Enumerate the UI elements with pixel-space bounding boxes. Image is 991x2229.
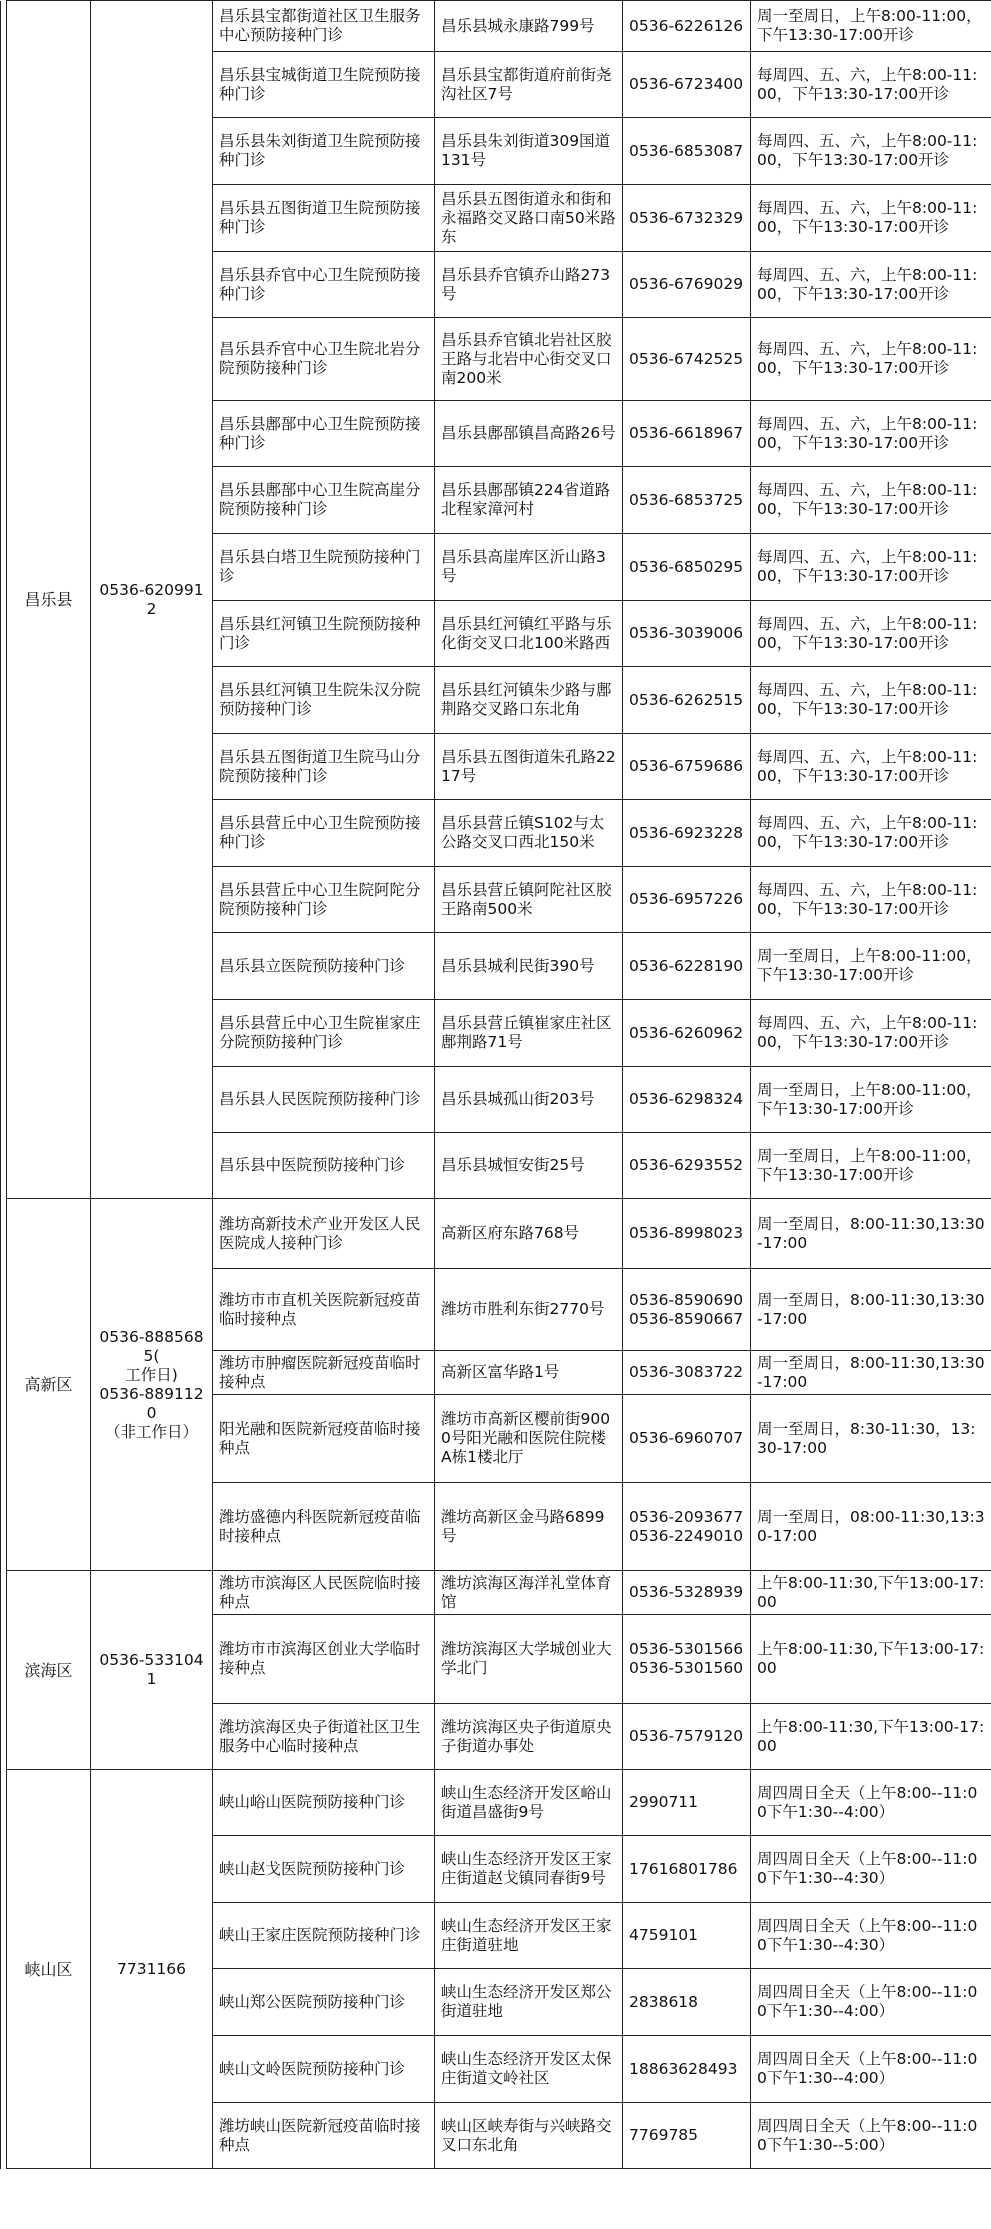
site-name: 昌乐县宝都街道社区卫生服务中心预防接种门诊 bbox=[213, 1, 435, 52]
phone-number: 0536-6723400 bbox=[629, 75, 744, 93]
site-hours: 周四周日全天（上午8:00--11:00下午1:30--4:00） bbox=[751, 2036, 991, 2103]
site-phone bbox=[623, 601, 751, 667]
site-name: 昌乐县鄌郚中心卫生院高崖分院预防接种门诊 bbox=[213, 467, 435, 534]
site-hours: 上午8:00-11:30,下午13:00-17:00 bbox=[751, 1571, 991, 1615]
site-hours: 每周四、五、六，上午8:00-11:00，下午13:30-17:00开诊 bbox=[751, 601, 991, 667]
site-hours: 周四周日全天（上午8:00--11:00下午1:30--4:30） bbox=[751, 1836, 991, 1903]
site-address: 昌乐县五图街道朱孔路2217号 bbox=[435, 734, 623, 800]
site-address: 潍坊高新区金马路6899号 bbox=[435, 1483, 623, 1571]
site-phone bbox=[623, 2103, 751, 2169]
site-name: 昌乐县营丘中心卫生院崔家庄分院预防接种门诊 bbox=[213, 1000, 435, 1067]
phone-number: 0536-8590690 bbox=[629, 1290, 744, 1309]
phone-number: 0536-7579120 bbox=[629, 1727, 744, 1745]
site-name: 峡山峪山医院预防接种门诊 bbox=[213, 1770, 435, 1836]
site-phone bbox=[623, 52, 751, 118]
phone-number: 0536-3083722 bbox=[629, 1363, 744, 1381]
site-phone bbox=[623, 1483, 751, 1571]
site-phone bbox=[623, 1199, 751, 1269]
site-name: 昌乐县乔官中心卫生院预防接种门诊 bbox=[213, 252, 435, 318]
site-address: 昌乐县营丘镇阿陀社区胶王路南500米 bbox=[435, 867, 623, 933]
district-name: 昌乐县 bbox=[7, 1, 91, 1199]
phone-number: 0536-2249010 bbox=[629, 1526, 744, 1545]
site-hours: 每周四、五、六，上午8:00-11:00，下午13:30-17:00开诊 bbox=[751, 867, 991, 933]
table-row bbox=[1, 1199, 991, 1269]
phone-number: 18863628493 bbox=[629, 2059, 738, 2078]
site-phone bbox=[623, 667, 751, 734]
site-hours: 周一至周日，8:00-11:30,13:30-17:00 bbox=[751, 1199, 991, 1269]
site-phone bbox=[623, 2036, 751, 2103]
phone-number: 0536-6759686 bbox=[629, 757, 744, 775]
phone-number: 0536-6960707 bbox=[629, 1429, 744, 1447]
site-phone bbox=[623, 1615, 751, 1704]
table-row bbox=[1, 1571, 991, 1615]
site-address: 昌乐县鄌郚镇昌高路26号 bbox=[435, 401, 623, 467]
site-phone bbox=[623, 1269, 751, 1351]
phone-number: 0536-6850295 bbox=[629, 557, 744, 576]
site-phone bbox=[623, 1067, 751, 1133]
site-hours: 每周四、五、六，上午8:00-11:00，下午13:30-17:00开诊 bbox=[751, 318, 991, 401]
site-hours: 周一至周日，8:00-11:30,13:30-17:00 bbox=[751, 1351, 991, 1395]
site-hours: 每周四、五、六，上午8:00-11:00，下午13:30-17:00开诊 bbox=[751, 734, 991, 800]
site-phone bbox=[623, 318, 751, 401]
phone-number: 0536-6957226 bbox=[629, 890, 744, 908]
site-name: 潍坊市肿瘤医院新冠疫苗临时接种点 bbox=[213, 1351, 435, 1395]
site-address: 峡山生态经济开发区峪山街道昌盛街9号 bbox=[435, 1770, 623, 1836]
site-name: 潍坊峡山医院新冠疫苗临时接种点 bbox=[213, 2103, 435, 2169]
site-hours: 每周四、五、六，上午8:00-11:00，下午13:30-17:00开诊 bbox=[751, 467, 991, 534]
site-phone bbox=[623, 1704, 751, 1770]
site-address: 潍坊滨海区大学城创业大学北门 bbox=[435, 1615, 623, 1704]
site-address: 昌乐县五图街道永和街和永福路交叉路口南50米路东 bbox=[435, 185, 623, 252]
site-hours: 每周四、五、六，上午8:00-11:00，下午13:30-17:00开诊 bbox=[751, 185, 991, 252]
site-phone bbox=[623, 1133, 751, 1199]
site-name: 昌乐县红河镇卫生院预防接种门诊 bbox=[213, 601, 435, 667]
site-hours: 周一至周日，08:00-11:30,13:30-17:00 bbox=[751, 1483, 991, 1571]
hotline-line: 0536-6209912 bbox=[99, 580, 204, 618]
phone-number: 0536-6262515 bbox=[629, 690, 744, 709]
site-hours: 上午8:00-11:30,下午13:00-17:00 bbox=[751, 1615, 991, 1704]
site-name: 昌乐县人民医院预防接种门诊 bbox=[213, 1067, 435, 1133]
site-hours: 每周四、五、六，上午8:00-11:00，下午13:30-17:00开诊 bbox=[751, 52, 991, 118]
phone-number: 0536-6618967 bbox=[629, 424, 744, 442]
site-phone bbox=[623, 1351, 751, 1395]
district-hotline bbox=[91, 1, 213, 1199]
district-hotline bbox=[91, 1571, 213, 1770]
phone-number: 17616801786 bbox=[629, 1859, 738, 1878]
site-name: 峡山郑公医院预防接种门诊 bbox=[213, 1969, 435, 2036]
site-address: 峡山生态经济开发区郑公街道驻地 bbox=[435, 1969, 623, 2036]
site-name: 昌乐县乔官中心卫生院北岩分院预防接种门诊 bbox=[213, 318, 435, 401]
site-phone bbox=[623, 401, 751, 467]
phone-number: 0536-3039006 bbox=[629, 624, 744, 642]
site-phone bbox=[623, 1969, 751, 2036]
site-address: 潍坊滨海区海洋礼堂体育馆 bbox=[435, 1571, 623, 1615]
phone-number: 4759101 bbox=[629, 1926, 699, 1944]
site-hours: 每周四、五、六，上午8:00-11:00，下午13:30-17:00开诊 bbox=[751, 118, 991, 185]
site-name: 昌乐县宝城街道卫生院预防接种门诊 bbox=[213, 52, 435, 118]
site-name: 昌乐县立医院预防接种门诊 bbox=[213, 933, 435, 1000]
site-address: 潍坊市高新区樱前街9000号阳光融和医院住院楼A栋1楼北厅 bbox=[435, 1395, 623, 1483]
site-hours: 周四周日全天（上午8:00--11:00下午1:30--4:00） bbox=[751, 1969, 991, 2036]
site-phone bbox=[623, 1571, 751, 1615]
site-hours: 每周四、五、六，上午8:00-11:00，下午13:30-17:00开诊 bbox=[751, 800, 991, 867]
phone-number: 7769785 bbox=[629, 2126, 699, 2144]
phone-number: 0536-6742525 bbox=[629, 349, 744, 368]
site-phone bbox=[623, 867, 751, 933]
site-hours: 每周四、五、六，上午8:00-11:00，下午13:30-17:00开诊 bbox=[751, 667, 991, 734]
site-name: 昌乐县五图街道卫生院马山分院预防接种门诊 bbox=[213, 734, 435, 800]
site-address: 昌乐县鄌郚镇224省道路北程家漳河村 bbox=[435, 467, 623, 534]
table-row bbox=[1, 1770, 991, 1836]
site-phone bbox=[623, 252, 751, 318]
site-phone bbox=[623, 534, 751, 601]
hotline-line: 7731166 bbox=[116, 1959, 187, 1978]
phone-number: 2990711 bbox=[629, 1793, 699, 1811]
phone-number: 0536-6769029 bbox=[629, 275, 744, 293]
site-hours: 每周四、五、六，上午8:00-11:00，下午13:30-17:00开诊 bbox=[751, 534, 991, 601]
site-address: 昌乐县城利民街390号 bbox=[435, 933, 623, 1000]
site-name: 昌乐县红河镇卫生院朱汉分院预防接种门诊 bbox=[213, 667, 435, 734]
site-name: 昌乐县中医院预防接种门诊 bbox=[213, 1133, 435, 1199]
phone-number: 0536-6226126 bbox=[629, 16, 744, 35]
site-hours: 周一至周日，上午8:00-11:00，下午13:30-17:00开诊 bbox=[751, 933, 991, 1000]
district-hotline bbox=[91, 1199, 213, 1571]
site-address: 昌乐县营丘镇崔家庄社区鄌荆路71号 bbox=[435, 1000, 623, 1067]
site-name: 昌乐县营丘中心卫生院阿陀分院预防接种门诊 bbox=[213, 867, 435, 933]
table-row bbox=[1, 1, 991, 52]
site-phone bbox=[623, 1770, 751, 1836]
site-name: 潍坊滨海区央子街道社区卫生服务中心临时接种点 bbox=[213, 1704, 435, 1770]
site-hours: 周四周日全天（上午8:00--11:00下午1:30--5:00） bbox=[751, 2103, 991, 2169]
site-phone bbox=[623, 1, 751, 52]
site-name: 峡山文岭医院预防接种门诊 bbox=[213, 2036, 435, 2103]
phone-number: 0536-5328939 bbox=[629, 1583, 744, 1601]
site-name: 潍坊盛德内科医院新冠疫苗临时接种点 bbox=[213, 1483, 435, 1571]
site-name: 潍坊市滨海区人民医院临时接种点 bbox=[213, 1571, 435, 1615]
site-address: 高新区富华路1号 bbox=[435, 1351, 623, 1395]
site-phone bbox=[623, 185, 751, 252]
site-name: 昌乐县五图街道卫生院预防接种门诊 bbox=[213, 185, 435, 252]
phone-number: 0536-6853087 bbox=[629, 141, 744, 160]
hotline-line: 工作日) bbox=[125, 1365, 178, 1384]
site-phone bbox=[623, 1395, 751, 1483]
hotline-line: 0536-5331041 bbox=[99, 1651, 204, 1688]
site-hours: 周一至周日，8:30-11:30，13:30-17:00 bbox=[751, 1395, 991, 1483]
site-name: 潍坊高新技术产业开发区人民医院成人接种门诊 bbox=[213, 1199, 435, 1269]
site-address: 昌乐县宝都街道府前街尧沟社区7号 bbox=[435, 52, 623, 118]
site-hours: 周四周日全天（上午8:00--11:00下午1:30--4:00） bbox=[751, 1770, 991, 1836]
site-hours: 上午8:00-11:30,下午13:00-17:00 bbox=[751, 1704, 991, 1770]
site-address: 昌乐县红河镇红平路与乐化街交叉口北100米路西 bbox=[435, 601, 623, 667]
site-address: 昌乐县朱刘街道309国道131号 bbox=[435, 118, 623, 185]
phone-number: 0536-8590667 bbox=[629, 1309, 744, 1328]
phone-number: 0536-2093677 bbox=[629, 1507, 744, 1526]
site-hours: 每周四、五、六，上午8:00-11:00，下午13:30-17:00开诊 bbox=[751, 252, 991, 318]
hotline-line: 0536-8885685( bbox=[99, 1327, 204, 1365]
phone-number: 0536-8998023 bbox=[629, 1224, 744, 1242]
phone-number: 0536-5301566 bbox=[629, 1640, 744, 1658]
site-name: 昌乐县营丘中心卫生院预防接种门诊 bbox=[213, 800, 435, 867]
hotline-line: （非工作日） bbox=[104, 1422, 198, 1441]
site-phone bbox=[623, 467, 751, 534]
phone-number: 0536-6923228 bbox=[629, 823, 744, 842]
site-hours: 周四周日全天（上午8:00--11:00下午1:30--4:30） bbox=[751, 1903, 991, 1969]
district-name: 滨海区 bbox=[7, 1571, 91, 1770]
site-hours: 周一至周日，上午8:00-11:00，下午13:30-17:00开诊 bbox=[751, 1067, 991, 1133]
site-name: 潍坊市市滨海区创业大学临时接种点 bbox=[213, 1615, 435, 1704]
site-address: 昌乐县营丘镇S102与太公路交叉口西北150米 bbox=[435, 800, 623, 867]
site-name: 昌乐县白塔卫生院预防接种门诊 bbox=[213, 534, 435, 601]
site-address: 昌乐县乔官镇乔山路273号 bbox=[435, 252, 623, 318]
site-phone bbox=[623, 118, 751, 185]
site-phone bbox=[623, 1000, 751, 1067]
site-phone bbox=[623, 800, 751, 867]
phone-number: 0536-6732329 bbox=[629, 208, 744, 227]
site-name: 潍坊市市直机关医院新冠疫苗临时接种点 bbox=[213, 1269, 435, 1351]
phone-number: 0536-6298324 bbox=[629, 1090, 744, 1108]
site-address: 昌乐县城恒安街25号 bbox=[435, 1133, 623, 1199]
site-hours: 周一至周日，上午8:00-11:00，下午13:30-17:00开诊 bbox=[751, 1133, 991, 1199]
site-address: 潍坊市胜利东街2770号 bbox=[435, 1269, 623, 1351]
site-address: 峡山生态经济开发区王家庄街道驻地 bbox=[435, 1903, 623, 1969]
site-phone bbox=[623, 1903, 751, 1969]
site-address: 昌乐县乔官镇北岩社区胶王路与北岩中心街交叉口南200米 bbox=[435, 318, 623, 401]
district-hotline bbox=[91, 1770, 213, 2169]
site-address: 昌乐县城孤山街203号 bbox=[435, 1067, 623, 1133]
site-address: 峡山生态经济开发区太保庄街道文岭社区 bbox=[435, 2036, 623, 2103]
site-address: 峡山区峡寿街与兴峡路交叉口东北角 bbox=[435, 2103, 623, 2169]
site-address: 潍坊滨海区央子街道原央子街道办事处 bbox=[435, 1704, 623, 1770]
site-address: 昌乐县城永康路799号 bbox=[435, 1, 623, 52]
phone-number: 0536-6260962 bbox=[629, 1023, 744, 1042]
district-name: 峡山区 bbox=[7, 1770, 91, 2169]
site-name: 昌乐县鄌郚中心卫生院预防接种门诊 bbox=[213, 401, 435, 467]
site-hours: 周一至周日，上午8:00-11:00，下午13:30-17:00开诊 bbox=[751, 1, 991, 52]
site-name: 昌乐县朱刘街道卫生院预防接种门诊 bbox=[213, 118, 435, 185]
site-phone bbox=[623, 1836, 751, 1903]
site-hours: 每周四、五、六，上午8:00-11:00，下午13:30-17:00开诊 bbox=[751, 401, 991, 467]
district-name: 高新区 bbox=[7, 1199, 91, 1571]
site-address: 高新区府东路768号 bbox=[435, 1199, 623, 1269]
site-name: 峡山赵戈医院预防接种门诊 bbox=[213, 1836, 435, 1903]
site-hours: 每周四、五、六，上午8:00-11:00，下午13:30-17:00开诊 bbox=[751, 1000, 991, 1067]
site-name: 峡山王家庄医院预防接种门诊 bbox=[213, 1903, 435, 1969]
site-phone bbox=[623, 734, 751, 800]
phone-number: 0536-5301560 bbox=[629, 1659, 744, 1677]
site-name: 阳光融和医院新冠疫苗临时接种点 bbox=[213, 1395, 435, 1483]
site-address: 峡山生态经济开发区王家庄街道赵戈镇同春街9号 bbox=[435, 1836, 623, 1903]
phone-number: 0536-6853725 bbox=[629, 490, 744, 509]
site-address: 昌乐县高崖库区沂山路3号 bbox=[435, 534, 623, 601]
phone-number: 2838618 bbox=[629, 1992, 699, 2011]
site-address: 昌乐县红河镇朱少路与鄌荆路交叉路口东北角 bbox=[435, 667, 623, 734]
phone-number: 0536-6293552 bbox=[629, 1156, 744, 1174]
hotline-line: 0536-8891120 bbox=[99, 1384, 204, 1422]
phone-number: 0536-6228190 bbox=[629, 956, 744, 975]
site-hours: 周一至周日，8:00-11:30,13:30-17:00 bbox=[751, 1269, 991, 1351]
site-phone bbox=[623, 933, 751, 1000]
